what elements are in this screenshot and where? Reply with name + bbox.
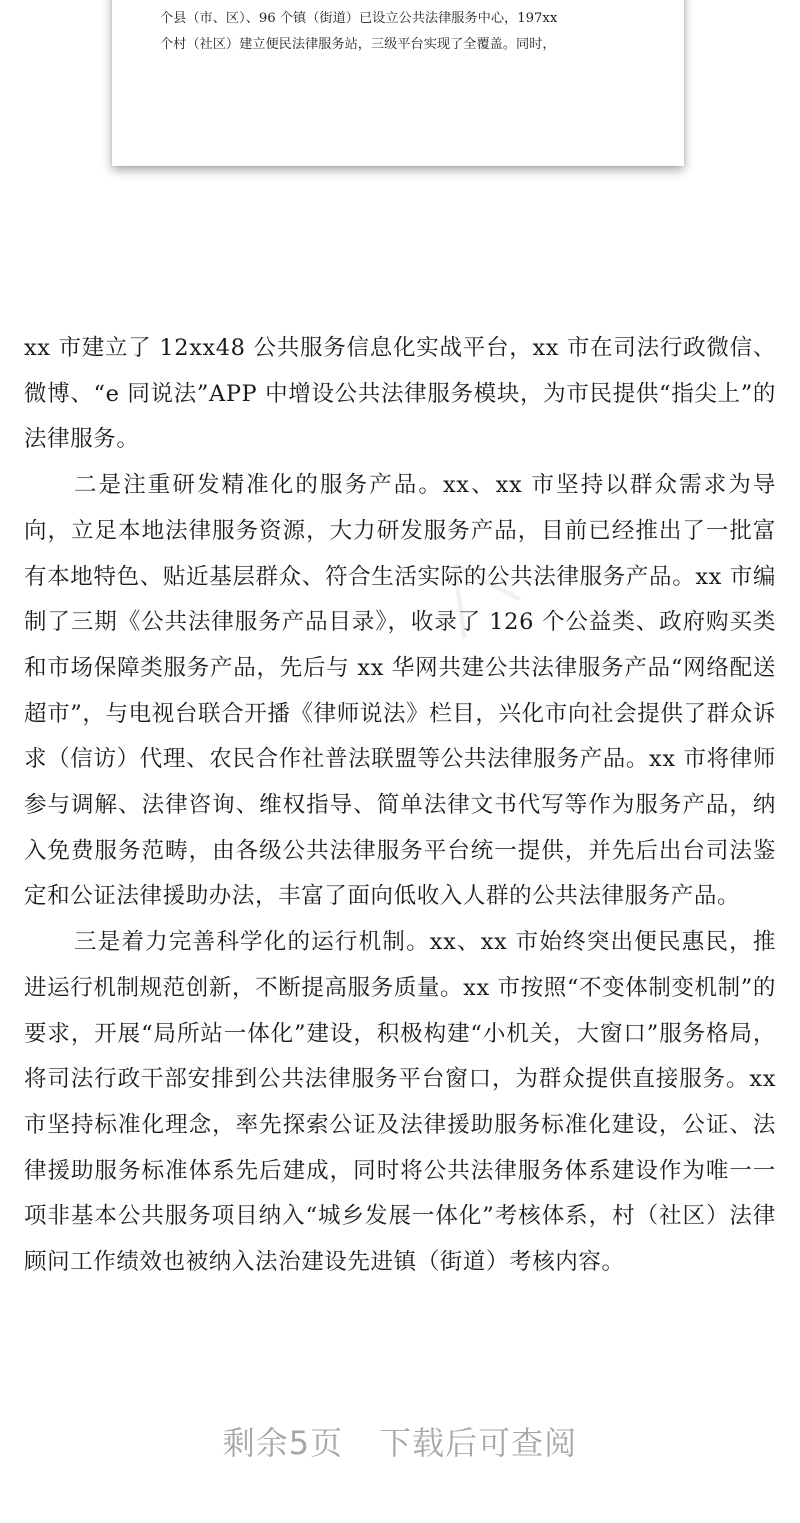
preview-line-1: 个县（市、区）、96 个镇（街道）已设立公共法律服务中心，197xx [160, 11, 558, 26]
preview-line-2: 个村（社区）建立便民法律服务站，三级平台实现了全覆盖。同时， [160, 37, 556, 52]
article-body [24, 326, 776, 1286]
previous-page-preview [112, 0, 684, 166]
download-to-view-hint: 下载后可查阅 [379, 1424, 578, 1462]
remaining-pages-count: 剩余5页 [222, 1424, 344, 1462]
watermark: ╱╲ [427, 546, 520, 639]
paragraph-3: 三是着力完善科学化的运行机制。xx、xx 市始终突出便民惠民，推进运行机制规范创新，不断提高服务质量。xx 市按照“不变体制变机制”的要求，开展“局所站一体化”建设，积极构建“小机关，大窗口”服务格局，将司法行政干部安排到公共法律服务平台窗口，为群众提供直接服务。xx 市坚持标准化理念，率先探索公证及法律援助服务标准化建设，公证、法律援助服务标准体系先后建成，同时将公共法律服务体系建设作为唯一一项非基本公共服务项目纳入“城乡发展一体化”考核体系，村（社区）法律顾问工作绩效也被纳入法治建设先进镇（街道）考核内容。 [24, 929, 776, 1276]
paragraph-1: xx 市建立了 12xx48 公共服务信息化实战平台，xx 市在司法行政微信、微博、“e 同说法”APP 中增设公共法律服务模块，为市民提供“指尖上”的法律服务。 [24, 335, 776, 453]
paragraph-2: 二是注重研发精准化的服务产品。xx、xx 市坚持以群众需求为导向，立足本地法律服务资源，大力研发服务产品，目前已经推出了一批富有本地特色、贴近基层群众、符合生活实际的公共法律服务产品。xx 市编制了三期《公共法律服务产品目录》，收录了 126 个公益类、政府购买类和市场保障类服务产品，先后与 xx 华网共建公共法律服务产品“网络配送超市”，与电视台联合开播《律师说法》栏目，兴化市向社会提供了群众诉求（信访）代理、农民合作社普法联盟等公共法律服务产品。xx 市将律师参与调解、法律咨询、维权指导、简单法律文书代写等作为服务产品，纳入免费服务范畴，由各级公共法律服务平台统一提供，并先后出台司法鉴定和公证法律援助办法，丰富了面向低收入人群的公共法律服务产品。 [24, 472, 776, 910]
remaining-pages-prompt[interactable] [0, 1418, 800, 1464]
